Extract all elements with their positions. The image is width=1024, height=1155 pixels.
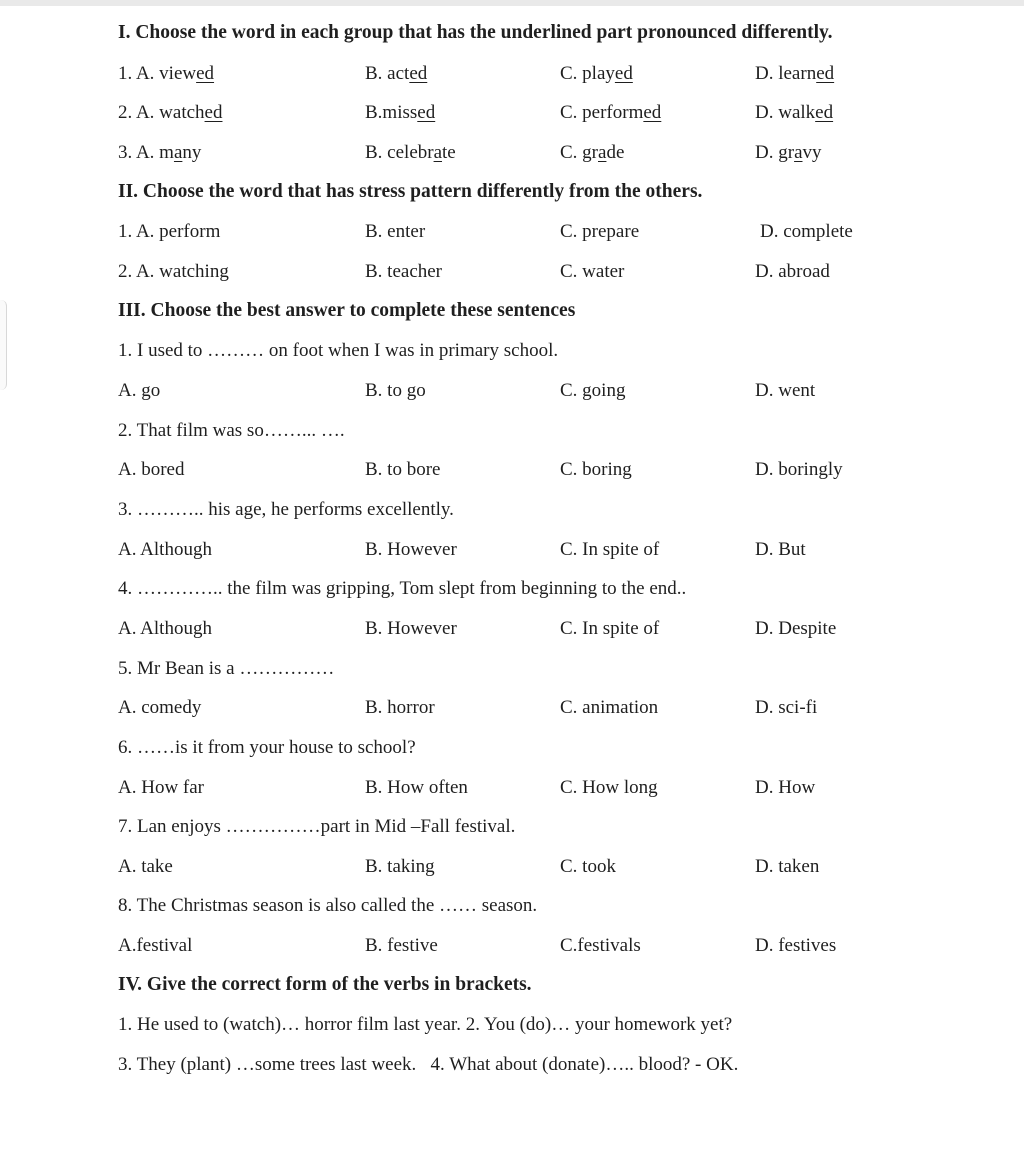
s3-q3-option-d: D. But [755, 539, 806, 560]
s3-q6-option-c: C. How long [560, 777, 658, 798]
s3-q4-option-c: C. In spite of [560, 618, 660, 639]
s3-q6-option-a: A. How far [118, 777, 205, 798]
s2-q2-option-c: C. water [560, 261, 625, 282]
s4-line-1: 1. He used to (watch)… horror film last year. 2. You (do)… your homework yet? [118, 1014, 733, 1035]
s1-q2-option-c: C. performed [560, 102, 662, 123]
s1-q3-option-d: D. gravy [755, 142, 822, 163]
s3-q1-option-b: B. to go [365, 380, 426, 401]
s2-q2-option-a: 2. A. watching [118, 261, 229, 282]
s3-q5-option-d: D. sci-fi [755, 697, 818, 718]
s3-q3-option-a: A. Although [118, 539, 212, 560]
s3-q2-option-d: D. boringly [755, 459, 843, 480]
s3-q5-option-a: A. comedy [118, 697, 202, 718]
s3-q5-text: 5. Mr Bean is a …………… [118, 658, 335, 679]
s3-q8-text: 8. The Christmas season is also called the …… season. [118, 895, 538, 916]
s3-q4-option-d: D. Despite [755, 618, 837, 639]
s3-q1-option-d: D. went [755, 380, 816, 401]
s1-q2-option-a: 2. A. watched [118, 102, 223, 123]
s3-q1-option-c: C. going [560, 380, 626, 401]
s3-q6-text: 6. ……is it from your house to school? [118, 737, 416, 758]
s1-q1-option-d: D. learned [755, 63, 835, 84]
s2-q1-option-d: D. complete [760, 221, 853, 242]
s3-q4-option-a: A. Although [118, 618, 212, 639]
s2-q2-option-b: B. teacher [365, 261, 443, 282]
s3-q4-text: 4. ………….. the film was gripping, Tom slept from beginning to the end.. [118, 578, 687, 599]
s3-q4-option-b: B. However [365, 618, 457, 639]
s2-q2-option-d: D. abroad [755, 261, 830, 282]
s3-q2-option-c: C. boring [560, 459, 632, 480]
s1-q1-option-b: B. acted [365, 63, 428, 84]
s1-q3-option-c: C. grade [560, 142, 625, 163]
s3-q3-option-b: B. However [365, 539, 457, 560]
s3-q5-option-b: B. horror [365, 697, 435, 718]
s3-q7-option-a: A. take [118, 856, 173, 877]
s1-q2-option-b: B.missed [365, 102, 436, 123]
s3-q8-option-d: D. festives [755, 935, 837, 956]
scroll-tab [0, 300, 7, 390]
s3-q7-option-b: B. taking [365, 856, 435, 877]
s3-q3-option-c: C. In spite of [560, 539, 660, 560]
s4-line-2: 3. They (plant) …some trees last week. 4. What about (donate)….. blood? - OK. [118, 1054, 739, 1075]
s3-q2-option-b: B. to bore [365, 459, 441, 480]
s3-q8-option-b: B. festive [365, 935, 438, 956]
s3-q2-text: 2. That film was so……... …. [118, 420, 345, 441]
s3-q7-text: 7. Lan enjoys ……………part in Mid –Fall festival. [118, 816, 516, 837]
s1-q1-option-c: C. played [560, 63, 633, 84]
s1-q2-option-d: D. walked [755, 102, 834, 123]
s3-q5-option-c: C. animation [560, 697, 659, 718]
s3-q3-text: 3. ……….. his age, he performs excellently. [118, 499, 454, 520]
s3-q6-option-d: D. How [755, 777, 816, 798]
s3-q8-option-a: A.festival [118, 935, 193, 956]
s1-q3-option-b: B. celebrate [365, 142, 456, 163]
section-2-heading: II. Choose the word that has stress pattern differently from the others. [118, 181, 703, 202]
s3-q6-option-b: B. How often [365, 777, 468, 798]
section-4-heading: IV. Give the correct form of the verbs in brackets. [118, 974, 532, 995]
s3-q1-text: 1. I used to ……… on foot when I was in primary school. [118, 340, 559, 361]
s2-q1-option-a: 1. A. perform [118, 221, 221, 242]
page-top-edge [0, 0, 1024, 6]
section-1-heading: I. Choose the word in each group that has the underlined part pronounced differently. [118, 22, 833, 43]
s3-q8-option-c: C.festivals [560, 935, 641, 956]
s3-q1-option-a: A. go [118, 380, 161, 401]
s3-q2-option-a: A. bored [118, 459, 185, 480]
s3-q7-option-c: C. took [560, 856, 616, 877]
section-3-heading: III. Choose the best answer to complete these sentences [118, 300, 576, 321]
s2-q1-option-b: B. enter [365, 221, 426, 242]
s1-q3-option-a: 3. A. many [118, 142, 202, 163]
s2-q1-option-c: C. prepare [560, 221, 640, 242]
s3-q7-option-d: D. taken [755, 856, 820, 877]
s1-q1-option-a: 1. A. viewed [118, 63, 215, 84]
